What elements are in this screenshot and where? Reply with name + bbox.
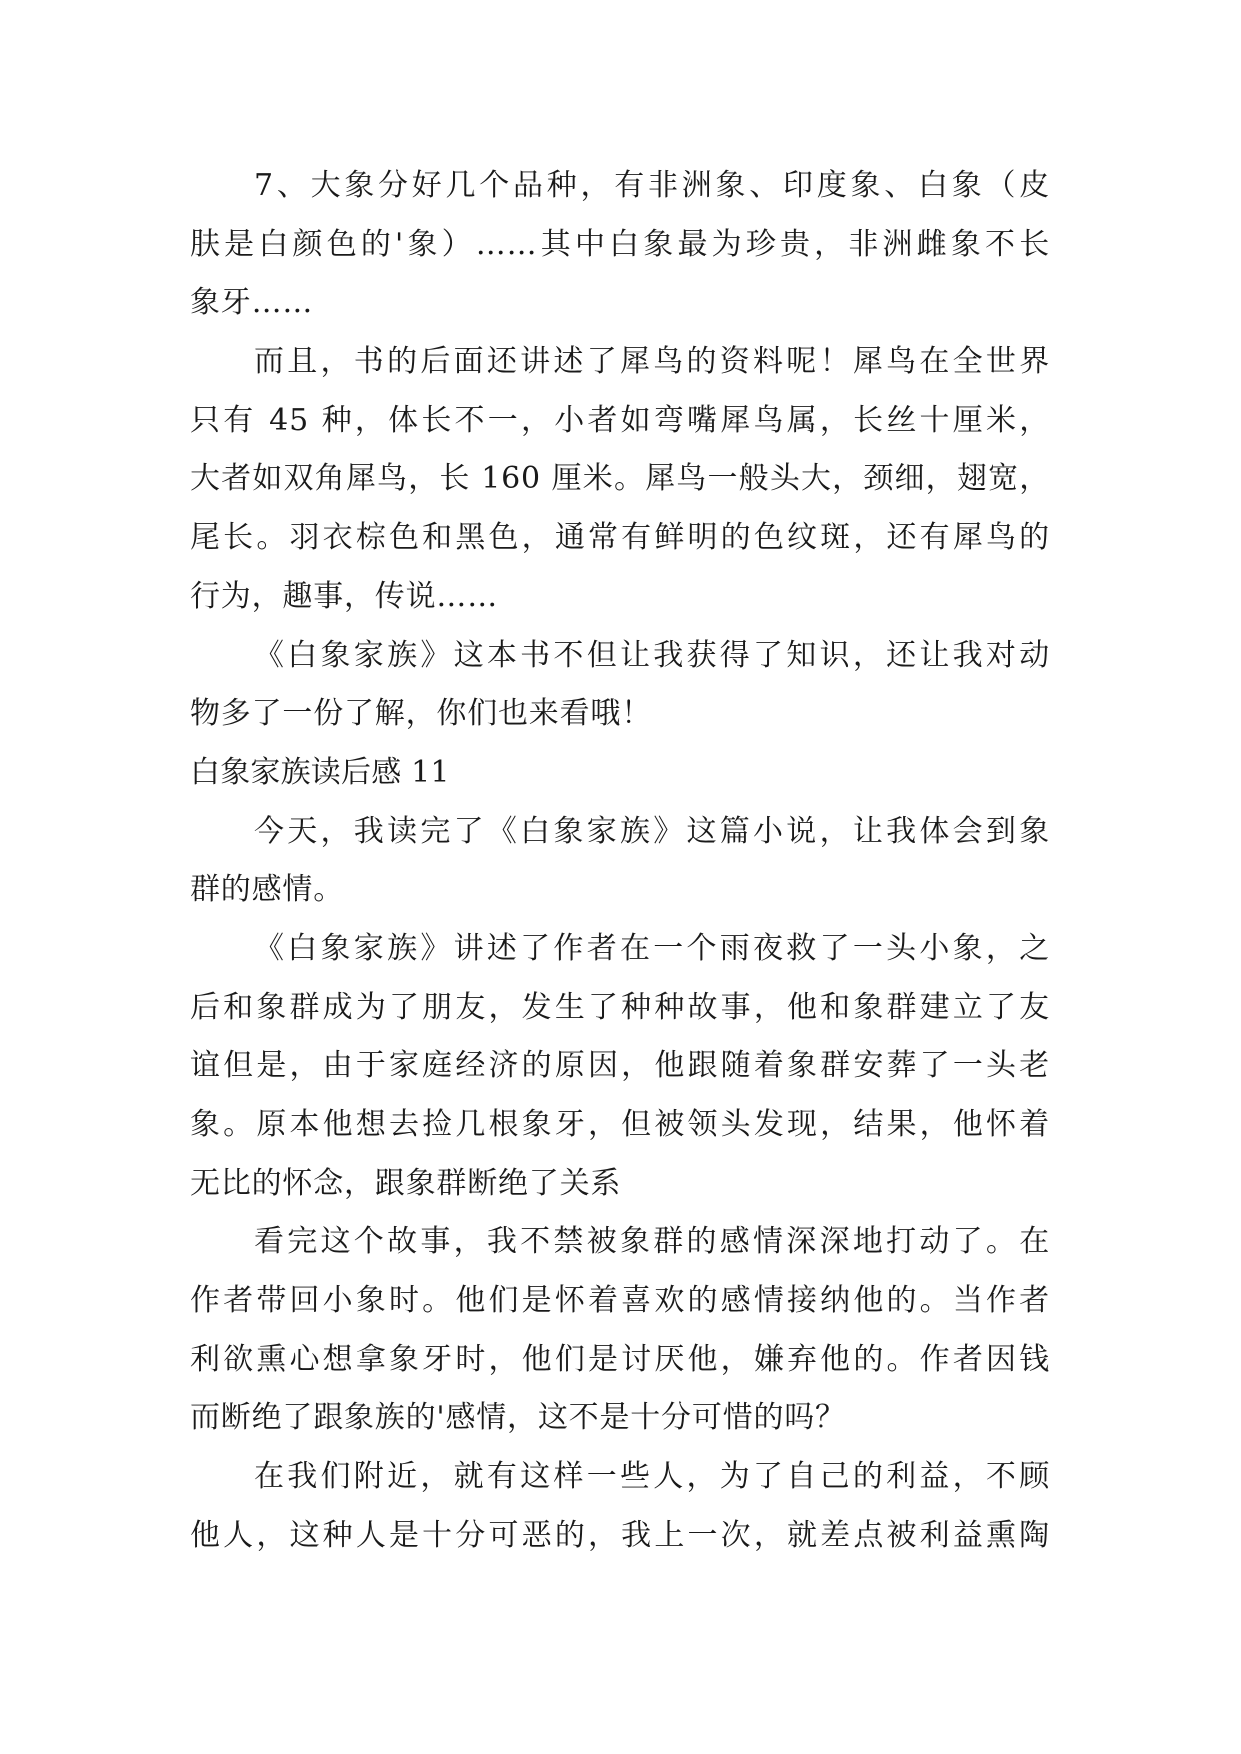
- paragraph-line: 象牙……: [190, 285, 314, 321]
- section-heading: 白象家族读后感 11: [190, 754, 450, 790]
- document-body: [190, 157, 1050, 1566]
- paragraph-line: 他人，这种人是十分可恶的，我上一次，就差点被利益熏陶: [190, 1517, 1050, 1553]
- paragraph-line: 大者如双角犀鸟，长 160 厘米。犀鸟一般头大，颈细，翅宽，: [190, 461, 1050, 497]
- paragraph-line: 今天，我读完了《白象家族》这篇小说，让我体会到象: [254, 813, 1050, 849]
- paragraph-line: 只有 45 种，体长不一，小者如弯嘴犀鸟属，长丝十厘米，: [190, 402, 1050, 438]
- paragraph-line: 象。原本他想去捡几根象牙，但被领头发现，结果，他怀着: [190, 1107, 1050, 1142]
- paragraph-line: 群的感情。: [190, 872, 344, 908]
- paragraph-line: 行为，趣事，传说……: [190, 578, 498, 614]
- paragraph-line: 后和象群成为了朋友，发生了种种故事，他和象群建立了友: [190, 989, 1050, 1025]
- paragraph-line: 尾长。羽衣棕色和黑色，通常有鲜明的色纹斑，还有犀鸟的: [190, 520, 1050, 556]
- paragraph-line: 无比的怀念，跟象群断绝了关系: [190, 1165, 622, 1201]
- paragraph-line: 肤是白颜色的'象）……其中白象最为珍贵，非洲雌象不长: [190, 226, 1050, 262]
- paragraph-line: 作者带回小象时。他们是怀着喜欢的感情接纳他的。当作者: [190, 1283, 1050, 1319]
- paragraph-line: 7、大象分好几个品种，有非洲象、印度象、白象（皮: [254, 168, 1050, 203]
- paragraph-line: 《白象家族》这本书不但让我获得了知识，还让我对动: [254, 637, 1050, 673]
- paragraph-line: 物多了一份了解，你们也来看哦！: [190, 696, 652, 732]
- paragraph-line: 看完这个故事，我不禁被象群的感情深深地打动了。在: [254, 1224, 1050, 1260]
- paragraph-line: 谊但是，由于家庭经济的原因，他跟随着象群安葬了一头老: [190, 1048, 1050, 1084]
- paragraph-line: 《白象家族》讲述了作者在一个雨夜救了一头小象，之: [254, 930, 1050, 966]
- paragraph-line: 利欲熏心想拿象牙时，他们是讨厌他，嫌弃他的。作者因钱: [190, 1341, 1050, 1377]
- paragraph-line: 在我们附近，就有这样一些人，为了自己的利益，不顾: [254, 1459, 1050, 1495]
- paragraph-line: 而断绝了跟象族的'感情，这不是十分可惜的吗？: [190, 1400, 846, 1436]
- paragraph-line: 而且，书的后面还讲述了犀鸟的资料呢！犀鸟在全世界: [254, 344, 1050, 380]
